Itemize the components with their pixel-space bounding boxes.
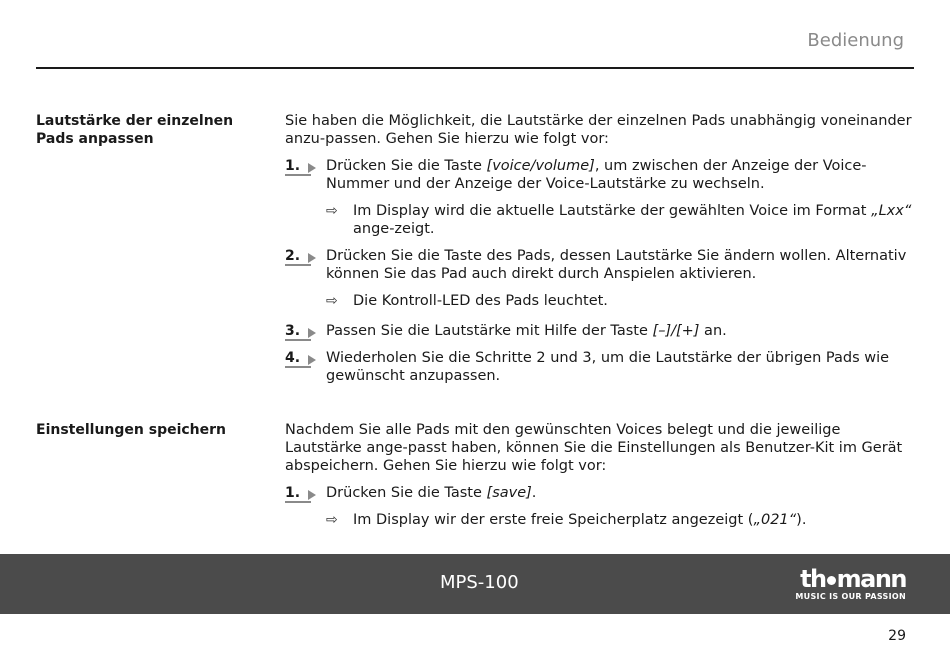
page-number: 29 xyxy=(888,628,906,644)
step-number: 1. xyxy=(285,158,301,174)
result-text: Im Display wird die aktuelle Lautstärke der gewählten Voice im Format xyxy=(353,203,872,219)
step-arrow-icon xyxy=(308,490,316,500)
result-text: Im Display wir der erste freie Speicherplatz angezeigt ( xyxy=(353,512,754,528)
step-item xyxy=(285,349,915,385)
step-text: Drücken Sie die Taste des Pads, dessen Lautstärke Sie ändern wollen. Alternativ können Sie das Pad auch direkt durch Anspielen aktivieren. xyxy=(326,248,907,282)
step-number: 3. xyxy=(285,323,301,339)
step-text: Drücken Sie die Taste xyxy=(326,158,487,174)
step-text: Passen Sie die Lautstärke mit Hilfe der Taste xyxy=(326,323,653,339)
step-underline xyxy=(285,339,311,341)
step-marker xyxy=(285,484,319,504)
section-content-volume xyxy=(285,112,915,385)
step-text: Wiederholen Sie die Schritte 2 und 3, um die Lautstärke der übrigen Pads wie gewünscht anzupassen. xyxy=(326,350,890,384)
logo-text-left: th xyxy=(800,565,826,593)
step-underline xyxy=(285,501,311,503)
result-arrow-icon: ⇨ xyxy=(326,293,338,309)
result-text: Die Kontroll-LED des Pads leuchtet. xyxy=(353,293,608,309)
logo-text-right: mann xyxy=(836,565,906,593)
result-text: ange-zeigt. xyxy=(353,221,435,237)
step-underline xyxy=(285,366,311,368)
step-arrow-icon xyxy=(308,163,316,173)
step-marker xyxy=(285,349,319,369)
step-text: Drücken Sie die Taste xyxy=(326,485,487,501)
step-number: 4. xyxy=(285,350,301,366)
section-content-save xyxy=(285,421,915,529)
footer-band xyxy=(0,554,950,614)
section-intro: Nachdem Sie alle Pads mit den gewünschten Voices belegt und die jeweilige Lautstärke ange-passt haben, können Sie die Einstellungen als Benutzer-Kit im Gerät abspeichern. Gehen Sie hierzu wie folgt vor: xyxy=(285,422,903,474)
logo-tagline: MUSIC IS OUR PASSION xyxy=(795,592,906,601)
header-title: Bedienung xyxy=(807,30,904,51)
section-heading-save: Einstellungen speichern xyxy=(36,422,227,438)
step-underline xyxy=(285,174,311,176)
key-label: [save] xyxy=(486,485,532,501)
section-heading-volume: Lautstärke der einzelnen Pads anpassen xyxy=(36,113,234,147)
step-text: an. xyxy=(699,323,727,339)
result-arrow-icon: ⇨ xyxy=(326,203,338,219)
key-label: [voice/volume] xyxy=(486,158,595,174)
step-marker xyxy=(285,157,319,177)
section-intro: Sie haben die Möglichkeit, die Lautstärke der einzelnen Pads unabhängig voneinander anzu-passen. Gehen Sie hierzu wie folgt vor: xyxy=(285,113,912,147)
result-item xyxy=(285,292,915,310)
step-item xyxy=(285,322,915,340)
logo-wordmark xyxy=(795,566,906,592)
step-arrow-icon xyxy=(308,355,316,365)
logo-dot-icon xyxy=(827,576,836,585)
step-arrow-icon xyxy=(308,328,316,338)
result-item xyxy=(285,511,915,529)
display-value: „Lxx“ xyxy=(871,203,912,219)
step-marker xyxy=(285,247,319,267)
step-arrow-icon xyxy=(308,253,316,263)
step-text: , um zwischen der Anzeige der Voice-Nummer und der Anzeige der Voice-Lautstärke zu wechseln. xyxy=(326,158,867,192)
result-text: ). xyxy=(796,512,807,528)
step-item xyxy=(285,484,915,502)
step-marker xyxy=(285,322,319,342)
key-label: [–]/[+] xyxy=(652,323,700,339)
brand-logo xyxy=(795,566,906,602)
header-rule xyxy=(36,67,914,69)
step-underline xyxy=(285,264,311,266)
display-value: „021“ xyxy=(753,512,797,528)
footer-model-name: MPS-100 xyxy=(440,572,519,593)
result-item xyxy=(285,202,915,238)
step-item xyxy=(285,157,915,193)
result-arrow-icon: ⇨ xyxy=(326,512,338,528)
step-number: 1. xyxy=(285,485,301,501)
step-number: 2. xyxy=(285,248,301,264)
step-item xyxy=(285,247,915,283)
step-text: . xyxy=(531,485,537,501)
